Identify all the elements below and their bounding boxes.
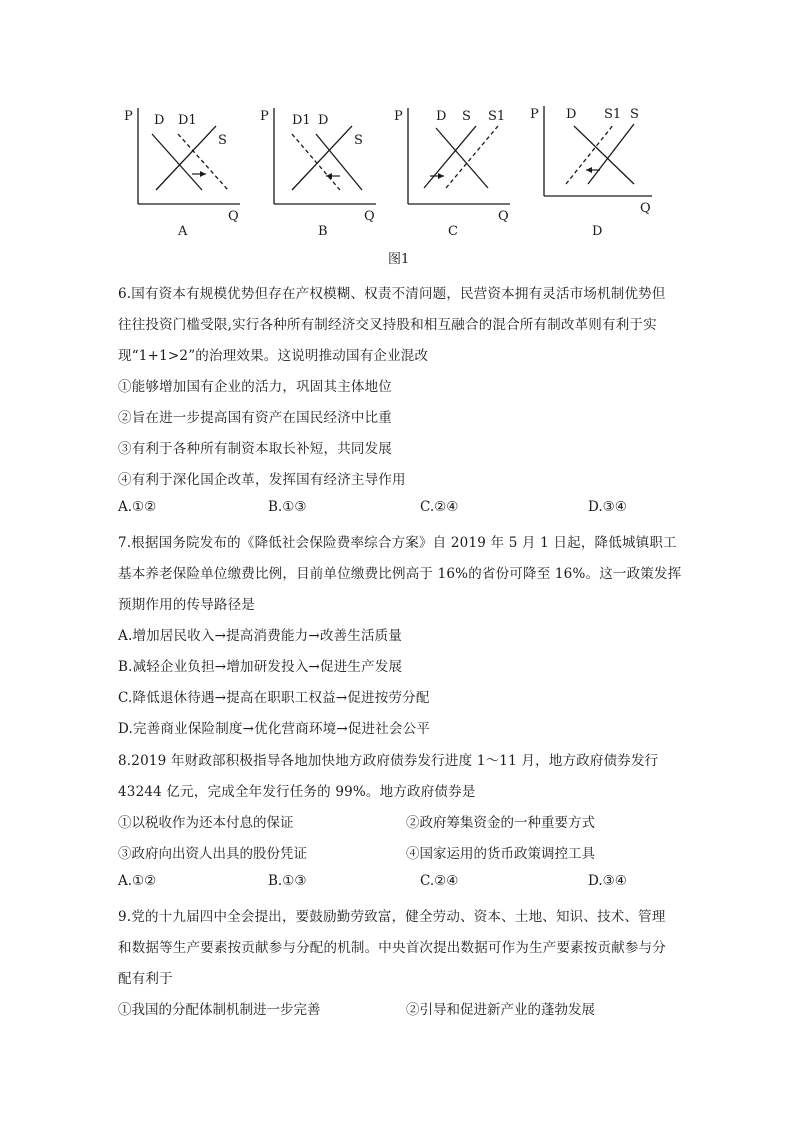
q-axis-label: Q: [498, 209, 509, 224]
figure-caption: 图1: [388, 252, 410, 267]
curve-label: D: [318, 113, 329, 128]
q8-statement: ②政府筹集资金的一种重要方式: [406, 815, 595, 831]
graph-panel-d: [526, 96, 686, 246]
curve-label: D: [436, 109, 447, 124]
p-axis-label: P: [530, 107, 539, 122]
answer-option[interactable]: C.②④: [420, 873, 459, 889]
q-axis-label: Q: [640, 201, 651, 216]
curve-label: S1: [604, 107, 622, 122]
answer-option[interactable]: C.降低退休待遇→提高在职职工权益→促进按劳分配: [118, 690, 430, 706]
answer-option[interactable]: A.①②: [118, 873, 157, 889]
q9-statement: ①我国的分配体制机制进一步完善: [118, 1002, 321, 1018]
curve-label: S: [462, 109, 471, 124]
right-arrow-icon: [200, 171, 206, 177]
answer-option[interactable]: A.①②: [118, 499, 157, 515]
q8-statement: ①以税收作为还本付息的保证: [118, 815, 294, 831]
q9-stem-line: 9.党的十九届四中全会提出，要鼓励勤劳致富，健全劳动、资本、土地、知识、技术、管理: [118, 909, 666, 925]
curve-label: S: [354, 133, 363, 148]
q8-statements-row: [118, 811, 678, 831]
q6-statement: ③有利于各种所有制资本取长补短，共同发展: [118, 441, 392, 457]
answer-option[interactable]: A.增加居民收入→提高消费能力→改善生活质量: [118, 628, 403, 644]
p-axis-label: P: [394, 109, 403, 124]
q6-stem-line: 现“1+1>2”的治理效果。这说明推动国有企业混改: [118, 348, 429, 364]
answer-option[interactable]: C.②④: [420, 499, 459, 515]
answer-option[interactable]: D.③④: [588, 873, 627, 889]
q8-statement: ④国家运用的货币政策调控工具: [406, 846, 595, 862]
q9-stem-line: 配有利于: [118, 971, 173, 987]
q9-stem-line: 和数据等生产要素按贡献参与分配的机制。中央首次提出数据可作为生产要素按贡献参与分: [118, 940, 666, 956]
q6-stem-line: 6.国有资本有规模优势但存在产权模糊、权责不清问题，民营资本拥有灵活市场机制优势但: [118, 286, 666, 302]
supply-demand-figure: [0, 0, 794, 270]
panel-letter: C: [448, 224, 458, 239]
panel-letter: A: [178, 224, 188, 239]
answer-option[interactable]: D.完善商业保险制度→优化营商环境→促进社会公平: [118, 721, 431, 737]
q7-stem-line: 基本养老保险单位缴费比例，目前单位缴费比例高于 16%的省份可降至 16%。这一政策发挥: [118, 566, 682, 582]
answer-option[interactable]: B.①③: [268, 873, 307, 889]
p-axis-label: P: [260, 109, 269, 124]
curve-label: S: [218, 133, 227, 148]
q8-stem-line: 8.2019 年财政部积极指导各地加快地方政府债券发行进度 1～11 月，地方政府债券发行: [118, 753, 659, 769]
q6-options: [118, 499, 678, 519]
curve-label: D1: [292, 113, 311, 128]
q-axis-label: Q: [364, 209, 375, 224]
left-arrow-icon: [586, 167, 592, 173]
panel-letter: B: [318, 224, 328, 239]
p-axis-label: P: [124, 109, 133, 124]
answer-option[interactable]: B.①③: [268, 499, 307, 515]
curve-label: S1: [488, 109, 506, 124]
q7-stem-line: 预期作用的传导路径是: [118, 597, 255, 613]
q8-stem-line: 43244 亿元，完成全年发行任务的 99%。地方政府债券是: [118, 784, 476, 800]
q8-statement: ③政府向出资人出具的股份凭证: [118, 846, 307, 862]
curve-label: D: [566, 107, 577, 122]
q8-options: [118, 873, 678, 893]
q-axis-label: Q: [228, 209, 239, 224]
answer-option[interactable]: D.③④: [588, 499, 627, 515]
curve-label: D: [154, 113, 165, 128]
q6-stem-line: 往往投资门槛受限,实行各种所有制经济交叉持股和相互融合的混合所有制改革则有利于实: [118, 317, 657, 333]
curve-label: S: [630, 107, 639, 122]
panel-letter: D: [592, 224, 603, 239]
q9-statement: ②引导和促进新产业的蓬勃发展: [406, 1002, 595, 1018]
q9-statements-row: [118, 998, 678, 1018]
q8-statements-row: [118, 842, 678, 862]
q7-stem-line: 7.根据国务院发布的《降低社会保险费率综合方案》自 2019 年 5 月 1 日起，降低城镇职工: [118, 535, 677, 551]
answer-option[interactable]: B.减轻企业负担→增加研发投入→促进生产发展: [118, 659, 403, 675]
q6-statement: ①能够增加国有企业的活力，巩固其主体地位: [118, 379, 392, 395]
curve-label: D1: [178, 113, 197, 128]
q6-statement: ④有利于深化国企改革，发挥国有经济主导作用: [118, 472, 406, 488]
q6-statement: ②旨在进一步提高国有资产在国民经济中比重: [118, 410, 392, 426]
right-arrow-icon: [438, 173, 444, 179]
